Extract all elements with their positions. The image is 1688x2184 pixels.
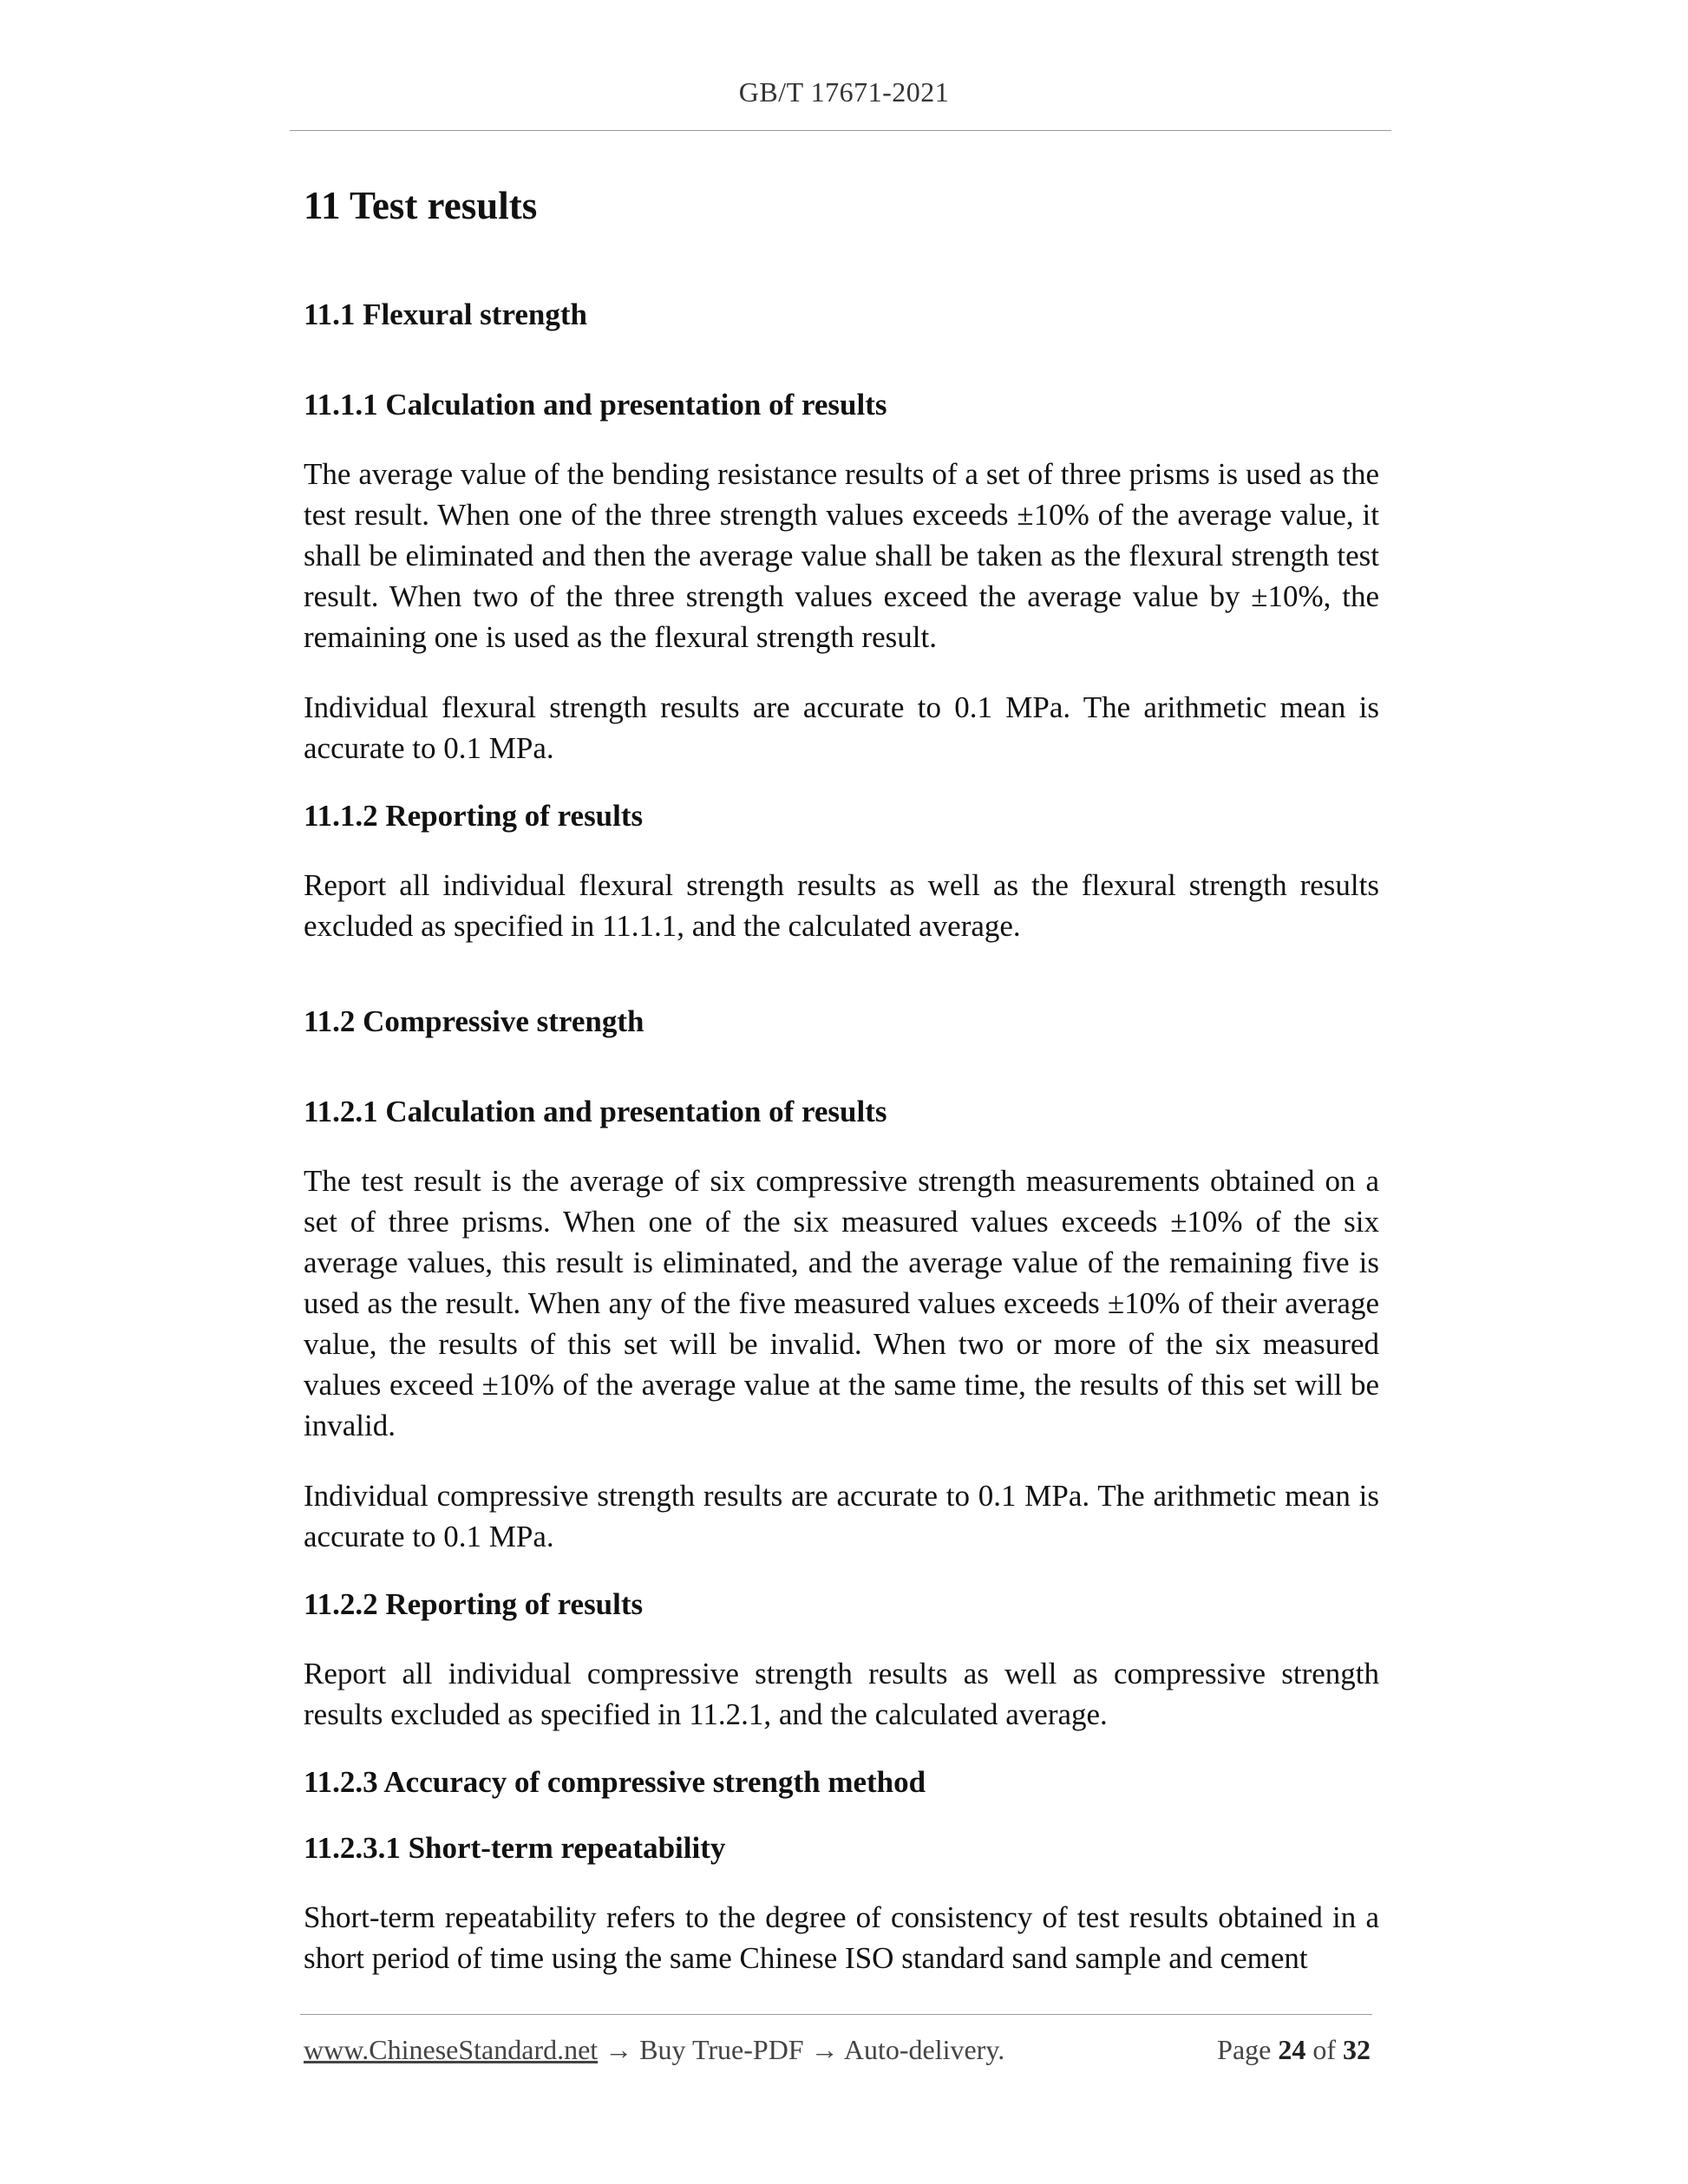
section-11-2-heading: 11.2 Compressive strength bbox=[304, 1004, 644, 1038]
paragraph-compressive-reporting: Report all individual compressive strength results as well as compressive strength results excluded as specified in 11.2.1, and the calculated average. bbox=[304, 1657, 1379, 1731]
document-body bbox=[304, 156, 1379, 1978]
paragraph-flexural-reporting: Report all individual flexural strength results as well as the flexural strength results excluded as specified in 11.1.1, and the calculated average. bbox=[304, 868, 1379, 943]
section-11-1-heading: 11.1 Flexural strength bbox=[304, 298, 587, 331]
section-11-2-1-heading: 11.2.1 Calculation and presentation of results bbox=[304, 1095, 887, 1128]
header-divider bbox=[290, 130, 1391, 131]
of-word: of bbox=[1312, 2034, 1336, 2065]
paragraph-compressive-accuracy: Individual compressive strength results are accurate to 0.1 MPa. The arithmetic mean is accurate to 0.1 MPa. bbox=[304, 1479, 1379, 1553]
paragraph-compressive-calculation: The test result is the average of six compressive strength measurements obtained on a set of three prisms. When one of the six measured values exceeds ±10% of the six average values, this result is eliminated, and the average value of the remaining five is used as the result. When any of the five measured values exceeds ±10% of their average value, the results of this set will be invalid. When two or more of the six measured values exceed ±10% of the average value at the same time, the results of this set will be invalid. bbox=[304, 1164, 1379, 1442]
page-header: GB/T 17671-2021 bbox=[738, 76, 950, 108]
promo-text: → Buy True-PDF → Auto-delivery. bbox=[598, 2034, 1005, 2065]
paragraph-short-term-repeatability: Short-term repeatability refers to the degree of consistency of test results obtained in a short period of time using the same Chinese ISO standard sand sample and cement bbox=[304, 1900, 1379, 1975]
footer-divider bbox=[300, 2014, 1372, 2015]
page-number: 24 bbox=[1278, 2034, 1306, 2065]
section-11-2-2-heading: 11.2.2 Reporting of results bbox=[304, 1587, 644, 1621]
section-11-2-3-1-heading: 11.2.3.1 Short-term repeatability bbox=[304, 1831, 726, 1865]
paragraph-flexural-accuracy: Individual flexural strength results are accurate to 0.1 MPa. The arithmetic mean is accurate to 0.1 MPa. bbox=[304, 690, 1379, 765]
section-11-2-3-heading: 11.2.3 Accuracy of compressive strength method bbox=[304, 1765, 926, 1799]
section-11-heading: 11 Test results bbox=[304, 184, 538, 227]
page-indicator bbox=[1217, 2034, 1371, 2066]
page-word: Page bbox=[1217, 2034, 1272, 2065]
paragraph-flexural-calculation: The average value of the bending resistance results of a set of three prisms is used as the test result. When one of the three strength values exceeds ±10% of the average value, it shall be eliminated and then the average value shall be taken as the flexural strength test result. When two of the three strength values exceed the average value by ±10%, the remaining one is used as the flexural strength result. bbox=[304, 457, 1379, 654]
page-total: 32 bbox=[1343, 2034, 1371, 2065]
section-11-1-2-heading: 11.1.2 Reporting of results bbox=[304, 799, 644, 833]
site-link[interactable]: www.ChineseStandard.net bbox=[304, 2034, 599, 2065]
section-11-1-1-heading: 11.1.1 Calculation and presentation of results bbox=[304, 388, 887, 422]
footer-promo bbox=[304, 2034, 1004, 2066]
